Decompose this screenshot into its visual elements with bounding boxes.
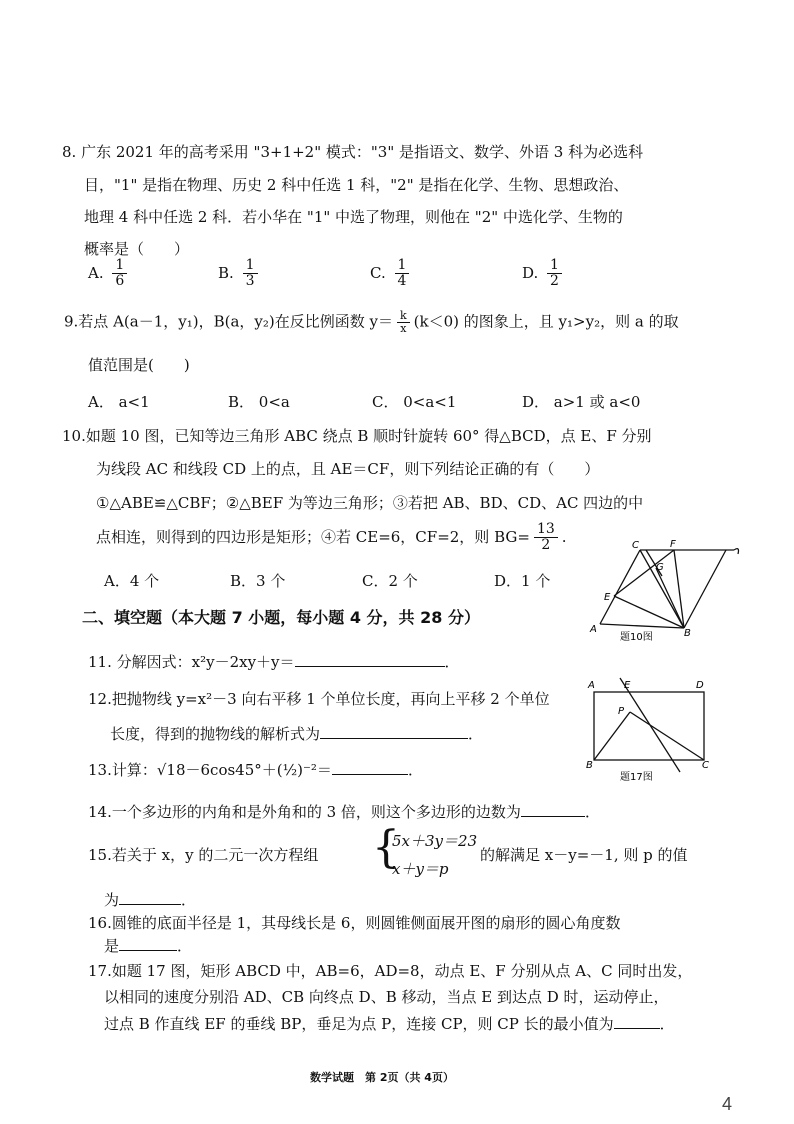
fig17-label-b: B xyxy=(586,760,593,771)
fig17-label-c: C xyxy=(702,760,709,771)
fig10-label-e: E xyxy=(604,592,611,603)
fig10-label-a: A xyxy=(590,624,597,635)
figure-17 xyxy=(584,672,714,782)
q11-text: 11. 分解因式：x²y－2xy＋y＝ ． xyxy=(88,653,460,671)
q16-line1: 16.圆锥的底面半径是 1，其母线长是 6，则圆锥侧面展开图的扇形的圆心角度数 xyxy=(88,914,621,932)
q9-option-b: B． 0<a xyxy=(228,393,290,411)
fig17-label-p: P xyxy=(618,706,625,717)
q15-answer-blank[interactable] xyxy=(119,890,181,905)
q17-line2: 以相同的速度分别沿 AD、CB 向终点 D、B 移动，当点 E 到达点 D 时，运动停止， xyxy=(104,988,669,1006)
fig17-label-d: D xyxy=(696,680,704,691)
q10-option-d: D．1 个 xyxy=(494,572,551,590)
q10-line4: 点相连，则得到的四边形是矩形；④若 CE=6，CF=2，则 BG= $\frac{13}{2}$ . xyxy=(96,521,567,554)
page-footer: 数学试题 第 2页（共 4页） xyxy=(310,1071,454,1084)
q10-option-a: A．4 个 xyxy=(104,572,160,590)
q9-option-a: A． a<1 xyxy=(88,393,150,411)
fig10-label-c: C xyxy=(632,540,639,551)
q15-eq1: 5x＋3y＝23 xyxy=(392,832,478,850)
q13-answer-blank[interactable] xyxy=(332,760,408,775)
q8-option-d: D. $\frac{1}{2}$ xyxy=(522,258,566,290)
q15-brace: { xyxy=(372,822,400,873)
q15-suffix: 的解满足 x－y=－1, 则 p 的值 xyxy=(480,846,688,864)
q17-line3: 过点 B 作直线 EF 的垂线 BP，垂足为点 P，连接 CP，则 CP 长的最小值为 ． xyxy=(104,1015,675,1033)
q9-option-d: D． a>1 或 a<0 xyxy=(522,393,641,411)
fig17-label-a: A xyxy=(588,680,595,691)
q15-line2: 为 ． xyxy=(104,891,197,909)
q17-answer-blank[interactable] xyxy=(614,1014,660,1029)
q9-option-c: C． 0<a<1 xyxy=(372,393,457,411)
q8-line4: 概率是（ ） xyxy=(84,240,190,258)
q14-text: 14.一个多边形的内角和是外角和的 3 倍，则这个多边形的边数为 ． xyxy=(88,803,600,821)
q8-option-c: C. $\frac{1}{4}$ xyxy=(370,258,413,290)
fig10-label-f: F xyxy=(670,539,676,550)
fig10-caption: 题10图 xyxy=(620,632,653,643)
q10-line2: 为线段 AC 和线段 CD 上的点，且 AE＝CF，则下列结论正确的有（ ） xyxy=(96,460,600,478)
q10-line3: ①△ABE≌△CBF；②△BEF 为等边三角形；③若把 AB、BD、CD、AC 四边的中 xyxy=(96,494,644,512)
q12-line2: 长度，得到的抛物线的解析式为 ． xyxy=(110,725,484,743)
q16-line2: 是 ． xyxy=(104,937,193,955)
fig17-caption: 题17图 xyxy=(620,772,653,782)
q15-eq2: x＋y＝p xyxy=(392,860,449,878)
q8-line3: 地理 4 科中任选 2 科．若小华在 "1" 中选了物理，则他在 "2" 中选化学、生物的 xyxy=(84,208,623,226)
q14-answer-blank[interactable] xyxy=(521,802,585,817)
q10-option-b: B．3 个 xyxy=(230,572,286,590)
q13-text: 13.计算：√18－6cos45°＋(½)⁻²＝ ． xyxy=(88,761,423,779)
q8-line2: 目，"1" 是指在物理、历史 2 科中任选 1 科，"2" 是指在化学、生物、思想政治、 xyxy=(84,176,629,194)
q10-option-c: C．2 个 xyxy=(362,572,418,590)
q12-line1: 12.把抛物线 y=x²－3 向右平移 1 个单位长度，再向上平移 2 个单位 xyxy=(88,690,550,708)
q8-option-b: B. $\frac{1}{3}$ xyxy=(218,258,262,290)
q9-line2: 值范围是( ) xyxy=(88,356,190,374)
q12-answer-blank[interactable] xyxy=(320,724,468,739)
q8-option-a: A. $\frac{1}{6}$ xyxy=(88,258,131,290)
q16-answer-blank[interactable] xyxy=(119,936,177,951)
section-2-title: 二、填空题（本大题 7 小题，每小题 4 分，共 28 分） xyxy=(82,608,480,627)
q8-line1: 8. 广东 2021 年的高考采用 "3+1+2" 模式："3" 是指语文、数学、外语 3 科为必选科 xyxy=(62,143,644,161)
q17-line1: 17.如题 17 图，矩形 ABCD 中，AB=6，AD=8，动点 E、F 分别从点 A、C 同时出发， xyxy=(88,962,693,980)
fig10-label-b: B xyxy=(684,628,691,639)
page-number: 4 xyxy=(722,1094,733,1114)
q11-answer-blank[interactable] xyxy=(295,652,445,667)
q9-line1: 9.若点 A(a－1，y₁)，B(a，y₂)在反比例函数 y＝ $\frac{k}{x}$ (k＜0) 的图象上，且 y₁>y₂，则 a 的取 xyxy=(64,309,679,336)
figure-10 xyxy=(586,536,746,644)
q15-prefix: 15.若关于 x，y 的二元一次方程组 xyxy=(88,846,319,864)
fig10-label-g: G xyxy=(656,562,664,573)
q10-line1: 10.如题 10 图，已知等边三角形 ABC 绕点 B 顺时针旋转 60° 得△BCD，点 E、F 分别 xyxy=(62,427,652,445)
fig17-label-e: E xyxy=(624,680,631,691)
